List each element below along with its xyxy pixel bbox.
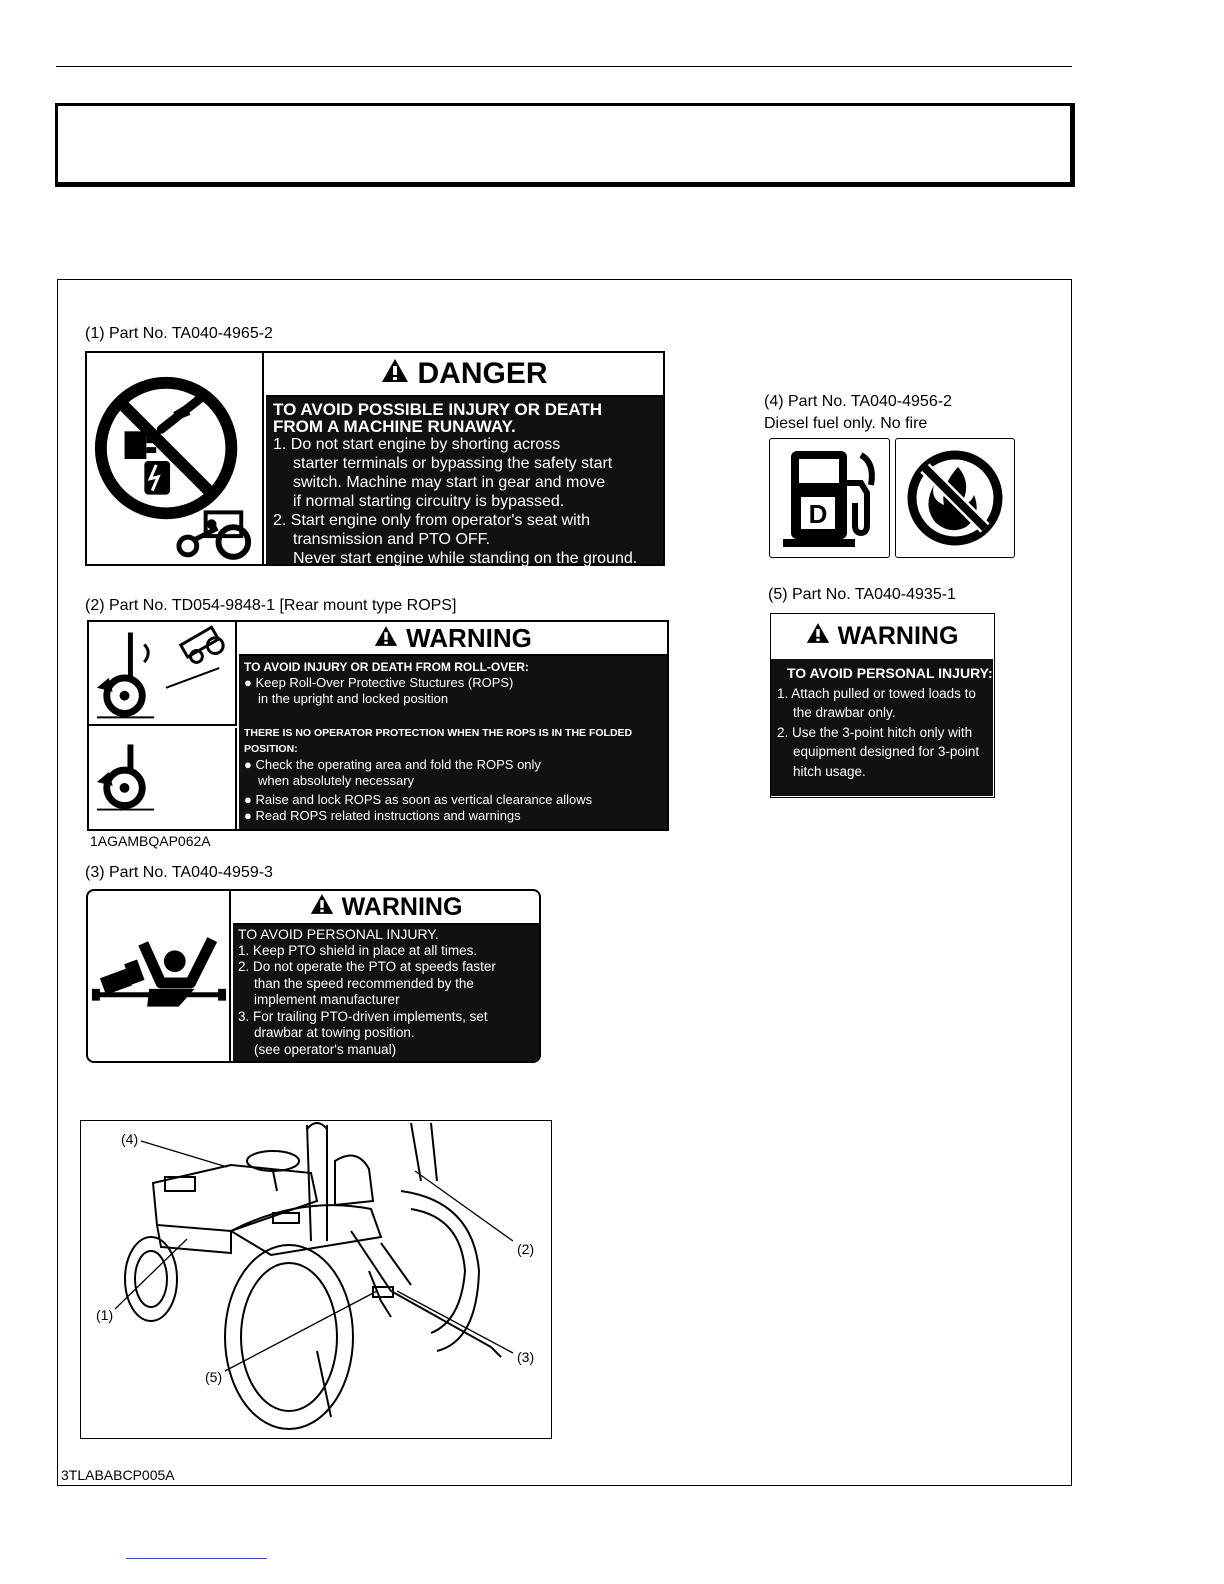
callout-4: (4) xyxy=(121,1131,139,1147)
label-2-code: 1AGAMBQAP062A xyxy=(90,833,211,849)
rops-upright-icon xyxy=(89,622,235,724)
callout-2: (2) xyxy=(517,1241,535,1257)
tractor-icon xyxy=(179,512,248,556)
label-4-fuel-pictogram xyxy=(769,438,890,558)
warning-triangle-icon xyxy=(381,357,409,391)
label-2-line: in the upright and locked position xyxy=(258,691,449,706)
label-3-pictogram xyxy=(88,891,231,1061)
warning-triangle-icon xyxy=(374,623,398,654)
label-3-caption: (3) Part No. TA040-4959-3 xyxy=(85,864,273,881)
label-2-warning xyxy=(87,620,669,831)
label-5-line: equipment designed for 3-point xyxy=(793,744,980,759)
label-3-line: 2. Do not operate the PTO at speeds faster xyxy=(238,959,496,974)
label-3-line: than the speed recommended by the xyxy=(254,975,474,991)
label-1-text-panel xyxy=(266,397,663,567)
label-5-text-panel xyxy=(771,659,993,796)
label-5-heading: TO AVOID PERSONAL INJURY: xyxy=(787,665,993,681)
top-rule xyxy=(56,66,1072,67)
fuel-letter: D xyxy=(808,499,827,529)
label-5-caption: (5) Part No. TA040-4935-1 xyxy=(768,586,956,603)
diagram-code: 3TLABABCP005A xyxy=(61,1467,175,1483)
header-box xyxy=(55,103,1075,187)
warning-triangle-icon xyxy=(310,893,334,922)
label-2-section-1-heading: TO AVOID INJURY OR DEATH FROM ROLL-OVER: xyxy=(244,660,529,674)
label-1-heading-2: FROM A MACHINE RUNAWAY. xyxy=(273,417,516,436)
tractor-location-diagram xyxy=(80,1120,552,1439)
label-2-pictogram-upright xyxy=(89,622,237,726)
label-1-line: 1. Do not start engine by shorting across xyxy=(273,436,561,453)
callout-5: (5) xyxy=(205,1369,223,1385)
label-3-line: implement manufacturer xyxy=(254,992,400,1007)
label-1-pictogram xyxy=(87,353,264,564)
label-1-line: Never start engine while standing on the ground. xyxy=(293,550,638,567)
pto-entanglement-icon xyxy=(88,891,229,1061)
warning-triangle-icon xyxy=(806,622,830,651)
label-3-line: drawbar at towing position. xyxy=(254,1025,415,1040)
no-fire-icon xyxy=(900,443,1010,553)
label-1-danger xyxy=(85,351,665,566)
label-1-line: switch. Machine may start in gear and move xyxy=(293,474,606,491)
label-2-line: when absolutely necessary xyxy=(258,773,415,788)
label-5-line: 2. Use the 3-point hitch only with xyxy=(777,724,973,740)
label-3-line: 1. Keep PTO shield in place at all times. xyxy=(238,942,478,958)
label-3-line: 3. For trailing PTO-driven implements, set xyxy=(238,1008,488,1024)
label-2-section-2-heading: THERE IS NO OPERATOR PROTECTION WHEN THE ROPS IS IN THE FOLDED POSITION: xyxy=(244,727,633,755)
label-2-line: ● Keep Roll-Over Protective Stuctures (ROPS) xyxy=(244,675,514,690)
label-2-line: ● Raise and lock ROPS as soon as vertical clearance allows xyxy=(244,792,593,807)
callout-leader-lines xyxy=(115,1141,513,1371)
label-2-text-panel xyxy=(239,656,667,829)
label-5-line: hitch usage. xyxy=(793,763,866,779)
label-1-line: transmission and PTO OFF. xyxy=(293,531,491,548)
bottom-rule xyxy=(126,1558,267,1559)
callout-3: (3) xyxy=(517,1349,535,1365)
rops-folded-icon xyxy=(89,728,235,829)
label-1-line: 2. Start engine only from operator's seat with xyxy=(273,512,590,529)
label-2-title: WARNING xyxy=(239,622,667,656)
label-1-caption: (1) Part No. TA040-4965-2 xyxy=(85,325,273,342)
label-3-text-panel xyxy=(233,925,539,1061)
diesel-fuel-pump-icon xyxy=(775,443,885,553)
label-2-line: ● Read ROPS related instructions and warnings xyxy=(244,808,521,823)
label-3-line: (see operator's manual) xyxy=(254,1041,397,1057)
label-1-line: if normal starting circuitry is bypassed. xyxy=(293,493,565,510)
label-5-line: 1. Attach pulled or towed loads to xyxy=(777,685,976,701)
label-5-title: WARNING xyxy=(771,614,993,658)
label-3-warning xyxy=(86,889,541,1063)
label-5-line: the drawbar only. xyxy=(793,705,896,720)
no-short-circuit-start-icon xyxy=(87,353,262,564)
label-3-title: WARNING xyxy=(233,891,539,925)
label-4-subcaption: Diesel fuel only. No fire xyxy=(764,415,928,432)
label-2-line: ● Check the operating area and fold the ROPS only xyxy=(244,757,541,772)
callout-1: (1) xyxy=(96,1307,114,1323)
label-5-warning xyxy=(770,613,995,798)
label-4-caption: (4) Part No. TA040-4956-2 xyxy=(764,393,952,410)
label-3-heading: TO AVOID PERSONAL INJURY. xyxy=(238,926,439,942)
label-1-line: starter terminals or bypassing the safety start xyxy=(293,455,613,472)
label-1-heading-1: TO AVOID POSSIBLE INJURY OR DEATH xyxy=(273,400,603,419)
label-2-pictogram-folded xyxy=(89,728,237,829)
label-1-title: DANGER xyxy=(266,353,663,397)
tractor-illustration xyxy=(81,1121,551,1438)
label-2-caption: (2) Part No. TD054-9848-1 [Rear mount type ROPS] xyxy=(85,597,457,614)
label-4-no-fire-pictogram xyxy=(895,438,1015,558)
